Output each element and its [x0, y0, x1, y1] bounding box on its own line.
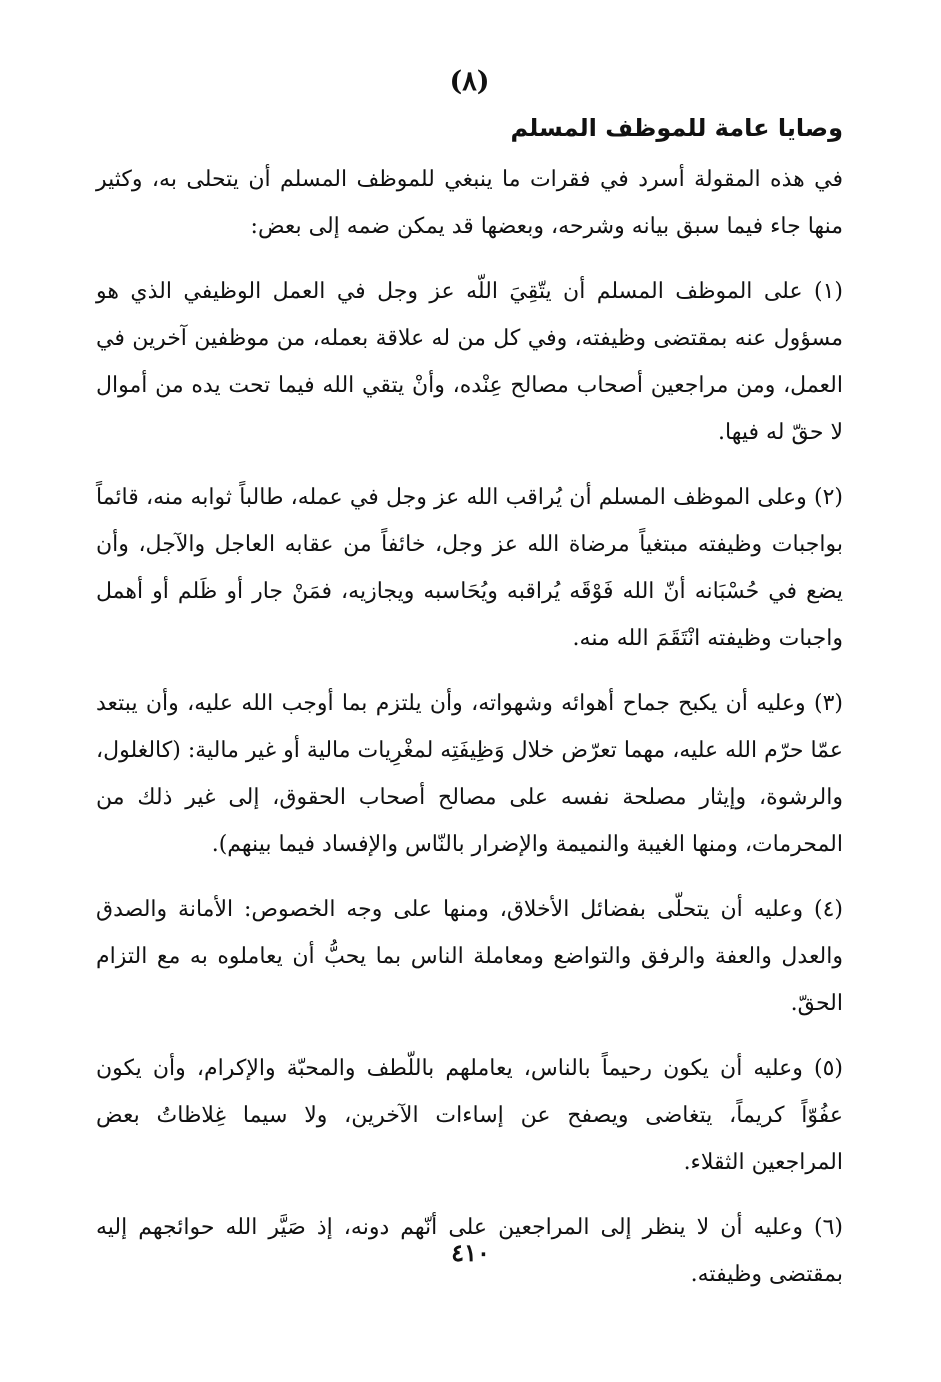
- item-paragraph-3: (٣) وعليه أن يكبح جماح أهوائه وشهواته، وأن يلتزم بما أوجب الله عليه، وأن يبتعد عمّا حرّم الله عليه، مهما تعرّض خلال وَظِيفَتِه لمغْرِيات مالية أو غير مالية: (كالغلول، والرشوة، وإيثار مصلحة نفسه على مصالح أصحاب الحقوق، إلى غير ذلك من المحرمات، ومنها الغيبة والنميمة والإضرار بالنّاس والإفساد فيما بينهم).: [96, 691, 843, 857]
- section-title: وصايا عامة للموظف المسلم: [510, 114, 843, 142]
- item-paragraph-5: (٥) وعليه أن يكون رحيماً بالناس، يعاملهم باللّطف والمحبّة والإكرام، وأن يكون عفُوّاً كريماً، يتغاضى ويصفح عن إساءات الآخرين، ولا سيما غِلاظاتُ بعض المراجعين الثقلاء.: [96, 1056, 843, 1175]
- item-paragraph-6: (٦) وعليه أن لا ينظر إلى المراجعين على أنّهم دونه، إذ صَيَّر الله حوائجهم إليه بمقتضى وظيفته.: [96, 1215, 843, 1287]
- page-number: ٤١٠: [451, 1238, 490, 1267]
- chapter-number: (٨): [449, 66, 490, 97]
- document-page: [96, 62, 843, 1342]
- intro-paragraph: في هذه المقولة أسرد في فقرات ما ينبغي للموظف المسلم أن يتحلى به، وكثير منها جاء فيما سبق بيانه وشرحه، وبعضها قد يمكن ضمه إلى بعض:: [96, 167, 843, 239]
- item-paragraph-2: (٢) وعلى الموظف المسلم أن يُراقب الله عز وجل في عمله، طالباً ثوابه منه، قائماً بواجبات وظيفته مبتغياً مرضاة الله عز وجل، خائفاً من عقابه العاجل والآجل، وأن يضع في حُسْبَانه أنّ الله فَوْقَه يُراقبه ويُحَاسبه ويجازيه، فمَنْ جار أو ظَلم أو أهمل واجبات وظيفته انْتَقَمَ الله منه.: [96, 485, 843, 651]
- item-paragraph-4: (٤) وعليه أن يتحلّى بفضائل الأخلاق، ومنها على وجه الخصوص: الأمانة والصدق والعدل والعفة والرفق والتواضع ومعاملة الناس بما يحبُّ أن يعاملوه به مع التزام الحقّ.: [96, 897, 843, 1016]
- item-paragraph-1: (١) على الموظف المسلم أن يتّقِيَ اللّه عز وجل في العمل الوظيفي الذي هو مسؤول عنه بمقتضى وظيفته، وفي كل من له علاقة بعمله، من موظفين آخرين في العمل، ومن مراجعين أصحاب مصالح عِنْده، وأنْ يتقي الله فيما تحت يده من أموال لا حقّ له فيها.: [96, 279, 843, 445]
